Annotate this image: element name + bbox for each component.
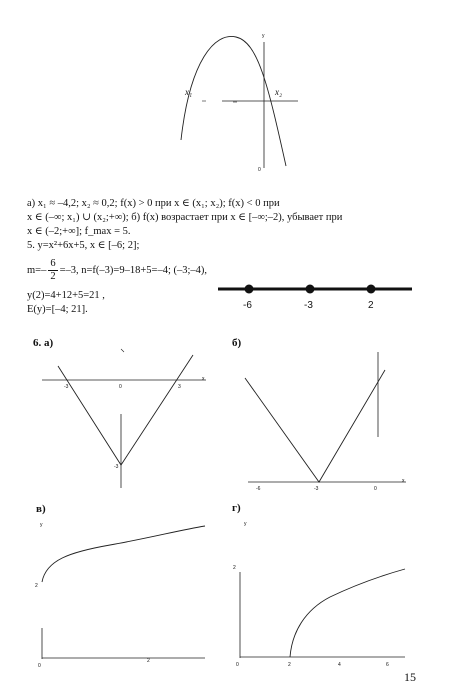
graph-g-tick-x3: 6 — [386, 662, 389, 668]
graph-b-tick-left: -6 — [256, 486, 261, 492]
graph-a-tick-right: 3 — [178, 384, 181, 390]
graph-b-tick-right: 0 — [374, 486, 377, 492]
graph-a-tick-bottom: -3 — [114, 464, 119, 470]
exercise-b-header: б) — [232, 337, 242, 349]
solution-line-3: x ∈ (–2;+∞]; f_max = 5. — [27, 226, 131, 237]
solution-line-1: а) x₁ ≈ –4,2; x₂ ≈ 0,2; f(x) > 0 при x ∈ (x₁; x₂); f(x) < 0 при — [27, 198, 280, 209]
line5-end: =–3, n=f(–3)=9–18+5=–4; (–3;–4), — [59, 264, 208, 276]
graph-v-tick-x: 2 — [147, 658, 150, 664]
exercise-v-header: в) — [36, 503, 46, 515]
graph-a-tick-mid: 0 — [119, 384, 122, 390]
graph-g-tick-x1: 2 — [288, 662, 291, 668]
graph-b-tick-mid: -3 — [314, 486, 319, 492]
exercise-6a-header: 6. а) — [33, 337, 54, 349]
graph-g-tick-origin: 0 — [236, 662, 239, 668]
fraction-numerator: 6 — [50, 258, 56, 269]
graph-v-tick-left: 2 — [35, 583, 38, 589]
graph-g-tick-y: y — [244, 521, 247, 527]
graph-a-tick-left: -3 — [64, 384, 69, 390]
graph-b-tick-x: x — [402, 478, 405, 484]
graph1-x2-label: x₂ — [275, 87, 283, 97]
graph-a-tick-x: x — [202, 376, 205, 382]
graph-g-curve — [290, 569, 405, 657]
graph-g-tick-2: 2 — [233, 565, 236, 571]
solution-line-2: x ∈ (–∞; x₁) ∪ (x₂;+∞); б) f(x) возрастает при x ∈ [–∞;–2), убывает при — [27, 212, 343, 223]
graph1-tick-top: y — [262, 33, 265, 39]
page-number: 15 — [404, 670, 416, 684]
number-line-label-3: 2 — [368, 300, 374, 311]
number-line-label-2: -3 — [304, 300, 313, 311]
graph-v-tick-origin: 0 — [38, 663, 41, 669]
fraction-denominator: 2 — [50, 271, 56, 282]
graph1-tick-origin: 0 — [258, 167, 261, 173]
graph-g-tick-x2: 4 — [338, 662, 341, 668]
number-line-label-1: -6 — [243, 300, 252, 311]
graph1-x1-label: x₁ — [185, 87, 193, 97]
line5-start: m=– — [27, 264, 47, 276]
solution-line-7: E(y)=[–4; 21]. — [27, 304, 88, 315]
solution-line-4: 5. y=x²+6x+5, x ∈ [–6; 2]; — [27, 240, 140, 251]
graph-v-tick-y: y — [40, 522, 43, 528]
exercise-g-header: г) — [232, 502, 241, 514]
solution-line-6: y(2)=4+12+5=21 , — [27, 290, 105, 301]
